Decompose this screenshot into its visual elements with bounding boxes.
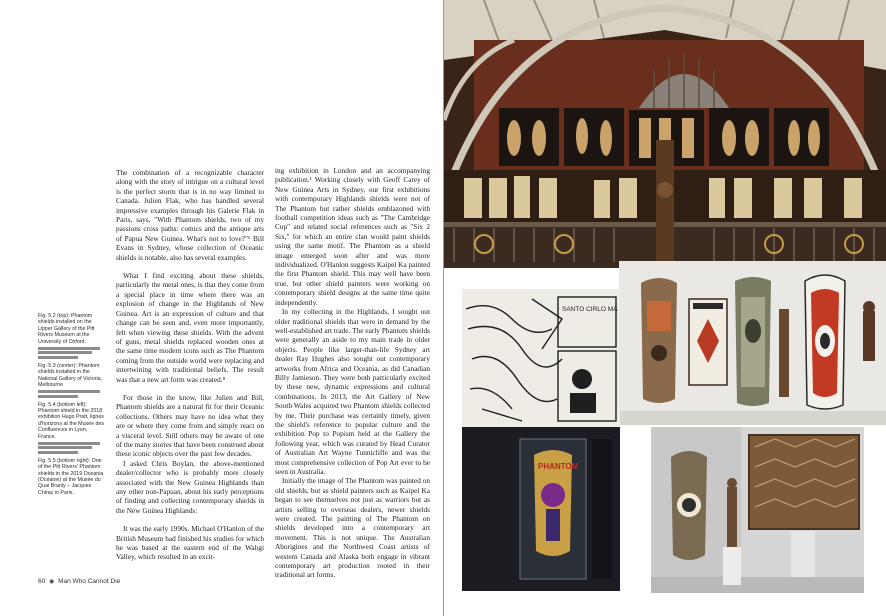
caption-fig-5-4	[38, 402, 105, 454]
skull-icon: ◉	[49, 579, 55, 585]
caption-text: Fig. 5.5 (bottom right): One of the Pitt Rivers' Phantom shields in the 2019 Oceania (Océanie) at the Musée du Quai Branly – Jacques Chirac in Paris.	[38, 457, 104, 496]
book-title: Man Who Cannot Die	[58, 578, 121, 585]
text-column-1	[116, 168, 264, 562]
paragraph: Initially the image of The Phantom was painted on old shields, but as shield painters such as Kaipel Ka began to see themselves not just as warriors but as artists selling to overseas dealers, newer shields were created. The painting of The Phantom on shields developed into a contemporary art movement. This is not unique. The Australian Aborigines and the Northwest Coast artists of western Canada and Alaska both engage in vibrant contemporary art production rooted in their traditional art forms.	[275, 476, 430, 580]
paragraph: It was the early 1990s. Michael O'Hanlon of the British Museum had finished his studies for which he was based at the eastern end of the Wahgi Valley, which resulted in an excit-	[116, 524, 264, 562]
paragraph: For those in the know, like Julien and Bill, Phantom shields are a natural fit for their Oceanic collections. Others may have no idea what they are or where they come from and simply react on a visceral level. Still others may be aware of one of the many stories that have been construed about these iconic objects over the past few decades.	[116, 392, 264, 459]
caption-text: Fig. 5.4 (bottom left): Phantom shield in the 2018 exhibition Hugo Pratt, lignes d'horizons at the Musée des Confluences in Lyon, France.	[38, 401, 105, 440]
caption-text: Fig. 5.2 (top): Phantom shields installed on the Upper Gallery of the Pitt Rivers Museum at the University of Oxford.	[38, 313, 95, 345]
phantom-shield-case-photo	[462, 289, 620, 591]
figure-captions	[38, 313, 105, 500]
page-number: 60	[38, 578, 46, 585]
redacted-bars	[38, 347, 105, 359]
redacted-bars	[38, 442, 105, 454]
caption-fig-5-2	[38, 313, 105, 359]
text-column-2	[275, 166, 430, 580]
paragraph: I asked Chris Boylan, the above-mentioned dealer/collector who is probably more closely associated with the New Guinea Highlands than any other non-Papuan, about his early perceptions of finding and collecting contemporary shields in the New Guinea Highlands:	[116, 458, 264, 515]
shield-lettering: PHANTOM	[538, 462, 579, 471]
caption-text: Fig. 5.3 (center): Phantom shields installed in the National Gallery of Victoria, Melbourne	[38, 362, 103, 389]
redacted-bars	[38, 390, 105, 398]
caption-fig-5-3	[38, 363, 105, 398]
caption-fig-5-5	[38, 458, 105, 496]
shield-display-photo	[619, 261, 886, 425]
shield-exhibit-photo	[651, 427, 864, 593]
paragraph: ing exhibition in London and an accompanying publication.¹ Working closely with Geoff Carey of New Guinea Arts in Sydney, our first exhibitions with contemporary Highlands shields were not of The Phantom but rather shields emblazoned with football competition ideas such as "The Cambridge Cup" and related social references such as "Six 2 Six," for which an entire clan would paint shields using the same motif. The Phantom as a shield image emerged soon after and was more individualized. O'Hanlon suggests Kaipel Ka painted the first Phantom shield. This may well have been true, but other shield painters were working on contemporary shield designs at the same time quite independently.	[275, 166, 430, 307]
paragraph: In my collecting in the Highlands, I sought out older traditional shields that were in demand by the well-established art trade. The early Phantom shields were generally an aside to my main trade in older objects. People like larger-than-life Sydney art dealer Ray Hughes also sought out contemporary artworks from Africa and Oceania, as did Canadian Billy Jamieson. They were both particularly excited by these new, dynamic expressions and cultural combinations. In 2013, the Art Gallery of New South Wales acquired two Phantom shields collected by me. Their purchase was certainly timely, given the shield's reference to popular culture and the exhibition Pop to Popism held at the Gallery the following year, which was curated by Head Curator of Australian Art Wayne Tunnicliffe and was the most comprehensive collection of Pop Art ever to be seen in Australia.	[275, 307, 430, 476]
paragraph: What I find exciting about these shields, particularly the metal ones, is that they come from a special place in time where there was an explosion of change in the Highlands of New Guinea. Art is an expression of culture and that change can be seen and, even more importantly, felt when viewing these shields. With the advent of guns, metal shields replaced wooden ones at the same time modern icons such as The Phantom coming from the outside world were replacing and intertwining with traditional beliefs. The result was that a new art form was created.⁸	[116, 271, 264, 384]
mural-text: SANTO CIRLO MA	[562, 306, 618, 313]
paragraph: The combination of a recognizable character along with the story of intrigue on a cultural level is the perfect storm that is in no way limited to Canada. Julien Flak, who has handled several impressive examples through his Galerie Flak in Paris, says, "With Phantom shields, two of my passions cross paths: comics and the antique arts of Papua New Guinea. What's not to love?"⁶ Bill Evans in Sydney, whose collection of Oceanic shields is notable, also has several examples.	[116, 168, 264, 262]
page-footer	[38, 578, 120, 585]
museum-gallery-photo	[444, 0, 886, 268]
